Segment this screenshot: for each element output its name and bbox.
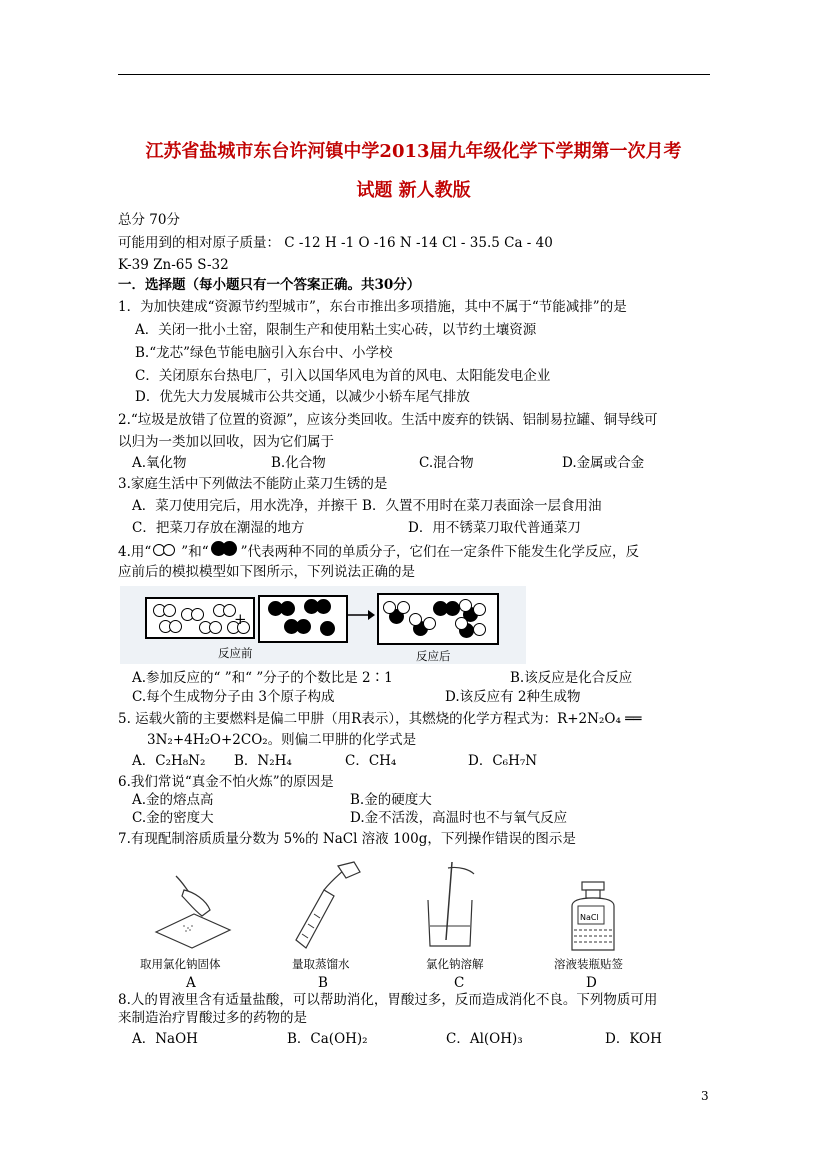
- q3-stem: 3.家庭生活中下列做法不能防止菜刀生锈的是: [118, 476, 388, 492]
- section-heading: 一．选择题（每小题只有一个答案正确。共30分）: [118, 277, 421, 293]
- q2-option-b: B.化合物: [271, 455, 326, 471]
- q4-stem-1-c: ”代表两种不同的单质分子，它们在一定条件下能发生化学反应，反: [240, 544, 640, 560]
- q2-stem-1: 2.“垃圾是放错了位置的资源”，应该分类回收。生活中废弃的铁锅、铝制易拉罐、铜导线可: [118, 412, 658, 428]
- reaction-arrow-icon: [346, 608, 376, 622]
- fig-letter-d: D: [586, 975, 597, 991]
- label-after-reaction: 反应后: [416, 649, 451, 663]
- q4-option-a: A.参加反应的“ ”和“ ”分子的个数比是 2∶1: [132, 670, 393, 686]
- weigh-solid-illustration: [154, 870, 234, 950]
- q2-option-d: D.金属或合金: [562, 455, 645, 471]
- q4-option-c: C.每个生成物分子由 3个原子构成: [132, 689, 335, 705]
- graduated-cylinder-illustration: [288, 860, 368, 952]
- reactant-box-black: [258, 595, 348, 643]
- q1-option-d: D．优先大力发展城市公共交通，以减少小轿车尾气排放: [135, 389, 470, 405]
- q6-option-d: D.金不活泼，高温时也不与氧气反应: [350, 810, 568, 826]
- page-number: 3: [701, 1089, 709, 1103]
- product-box: [377, 593, 499, 645]
- q3-option-d: D．用不锈菜刀取代普通菜刀: [408, 520, 581, 536]
- white-molecule-icon: [151, 544, 181, 556]
- fig-caption-c: 氯化钠溶解: [426, 957, 484, 971]
- q5-option-d: D．C₆H₇N: [468, 753, 538, 769]
- q5-option-b: B．N₂H₄: [234, 753, 292, 769]
- fig-caption-b: 量取蒸馏水: [292, 957, 350, 971]
- q4-option-b: B.该反应是化合反应: [510, 670, 633, 686]
- fig-letter-a: A: [186, 975, 196, 991]
- q4-stem-2: 应前后的模拟模型如下图所示，下列说法正确的是: [118, 564, 415, 580]
- q4-stem-1-b: ”和“: [181, 544, 209, 560]
- lab-operations-figure: [140, 860, 640, 990]
- q8-stem-2: 来制造治疗胃酸过多的药物的是: [118, 1010, 307, 1026]
- q4-stem-1: [118, 542, 639, 560]
- fig-letter-b: B: [318, 975, 328, 991]
- q4-option-d: D.该反应有 2种生成物: [445, 689, 581, 705]
- q6-option-a: A.金的熔点高: [132, 792, 214, 808]
- q2-option-c: C.混合物: [419, 455, 474, 471]
- q6-option-c: C.金的密度大: [132, 810, 214, 826]
- q1-option-c: C．关闭原东台热电厂，引入以国华风电为首的风电、太阳能发电企业: [135, 368, 551, 384]
- q4-stem-1-a: 4.用“: [118, 544, 152, 560]
- fig-caption-d: 溶液装瓶贴签: [554, 957, 623, 971]
- q7-stem: 7.有现配制溶质质量分数为 5%的 NaCl 溶液 100g，下列操作错误的图示是: [118, 831, 576, 847]
- reaction-model-figure: [120, 586, 526, 664]
- q2-option-a: A.氧化物: [132, 455, 187, 471]
- q1-option-a: A．关闭一批小土窑，限制生产和使用粘土实心砖，以节约土壤资源: [135, 322, 537, 338]
- plus-sign: +: [234, 610, 247, 628]
- q5-stem-2: 3N₂+4H₂O+2CO₂。则偏二甲肼的化学式是: [147, 732, 417, 748]
- q8-option-d: D．KOH: [605, 1031, 662, 1047]
- atomic-mass-line-1: 可能用到的相对原子质量： C -12 H -1 O -16 N -14 Cl - 35.5 Ca - 40: [118, 235, 553, 251]
- q5-option-a: A．C₂H₈N₂: [132, 753, 206, 769]
- fig-letter-c: C: [454, 975, 465, 991]
- q3-option-c: C．把菜刀存放在潮湿的地方: [132, 520, 305, 536]
- q1-option-b: B.“龙芯”绿色节能电脑引入东台中、小学校: [135, 345, 393, 361]
- reagent-bottle-illustration: [566, 880, 622, 954]
- page-subtitle: 试题 新人教版: [356, 180, 471, 201]
- q5-option-c: C．CH₄: [345, 753, 397, 769]
- header-rule: [118, 74, 710, 75]
- bottle-label-text: NaCl: [580, 913, 599, 922]
- black-molecule-icon: [209, 542, 241, 556]
- q8-option-a: A．NaOH: [132, 1031, 198, 1047]
- q8-stem-1: 8.人的胃液里含有适量盐酸，可以帮助消化，胃酸过多，反而造成消化不良。下列物质可用: [118, 992, 658, 1008]
- q6-stem: 6.我们常说“真金不怕火炼”的原因是: [118, 774, 334, 790]
- fig-caption-a: 取用氯化钠固体: [140, 957, 221, 971]
- q2-stem-2: 以归为一类加以回收，因为它们属于: [118, 434, 334, 450]
- q8-option-c: C．Al(OH)₃: [446, 1031, 523, 1047]
- q8-option-b: B．Ca(OH)₂: [287, 1031, 368, 1047]
- q1-stem: 1．为加快建成“资源节约型城市”，东台市推出多项措施，其中不属于“节能减排”的是: [118, 299, 627, 315]
- q6-option-b: B.金的硬度大: [350, 792, 432, 808]
- page-title: 江苏省盐城市东台许河镇中学2013届九年级化学下学期第一次月考: [145, 141, 682, 162]
- label-before-reaction: 反应前: [218, 646, 253, 660]
- dissolving-beaker-illustration: [420, 860, 490, 952]
- q5-stem-1: 5. 运载火箭的主要燃料是偏二甲肼（用R表示），其燃烧的化学方程式为：R+2N₂O₄ ══: [118, 711, 642, 727]
- atomic-mass-line-2: K-39 Zn-65 S-32: [118, 257, 229, 273]
- total-score: 总分 70分: [118, 212, 180, 228]
- q3-option-ab: A．菜刀使用完后，用水洗净，并擦干 B．久置不用时在菜刀表面涂一层食用油: [132, 498, 602, 514]
